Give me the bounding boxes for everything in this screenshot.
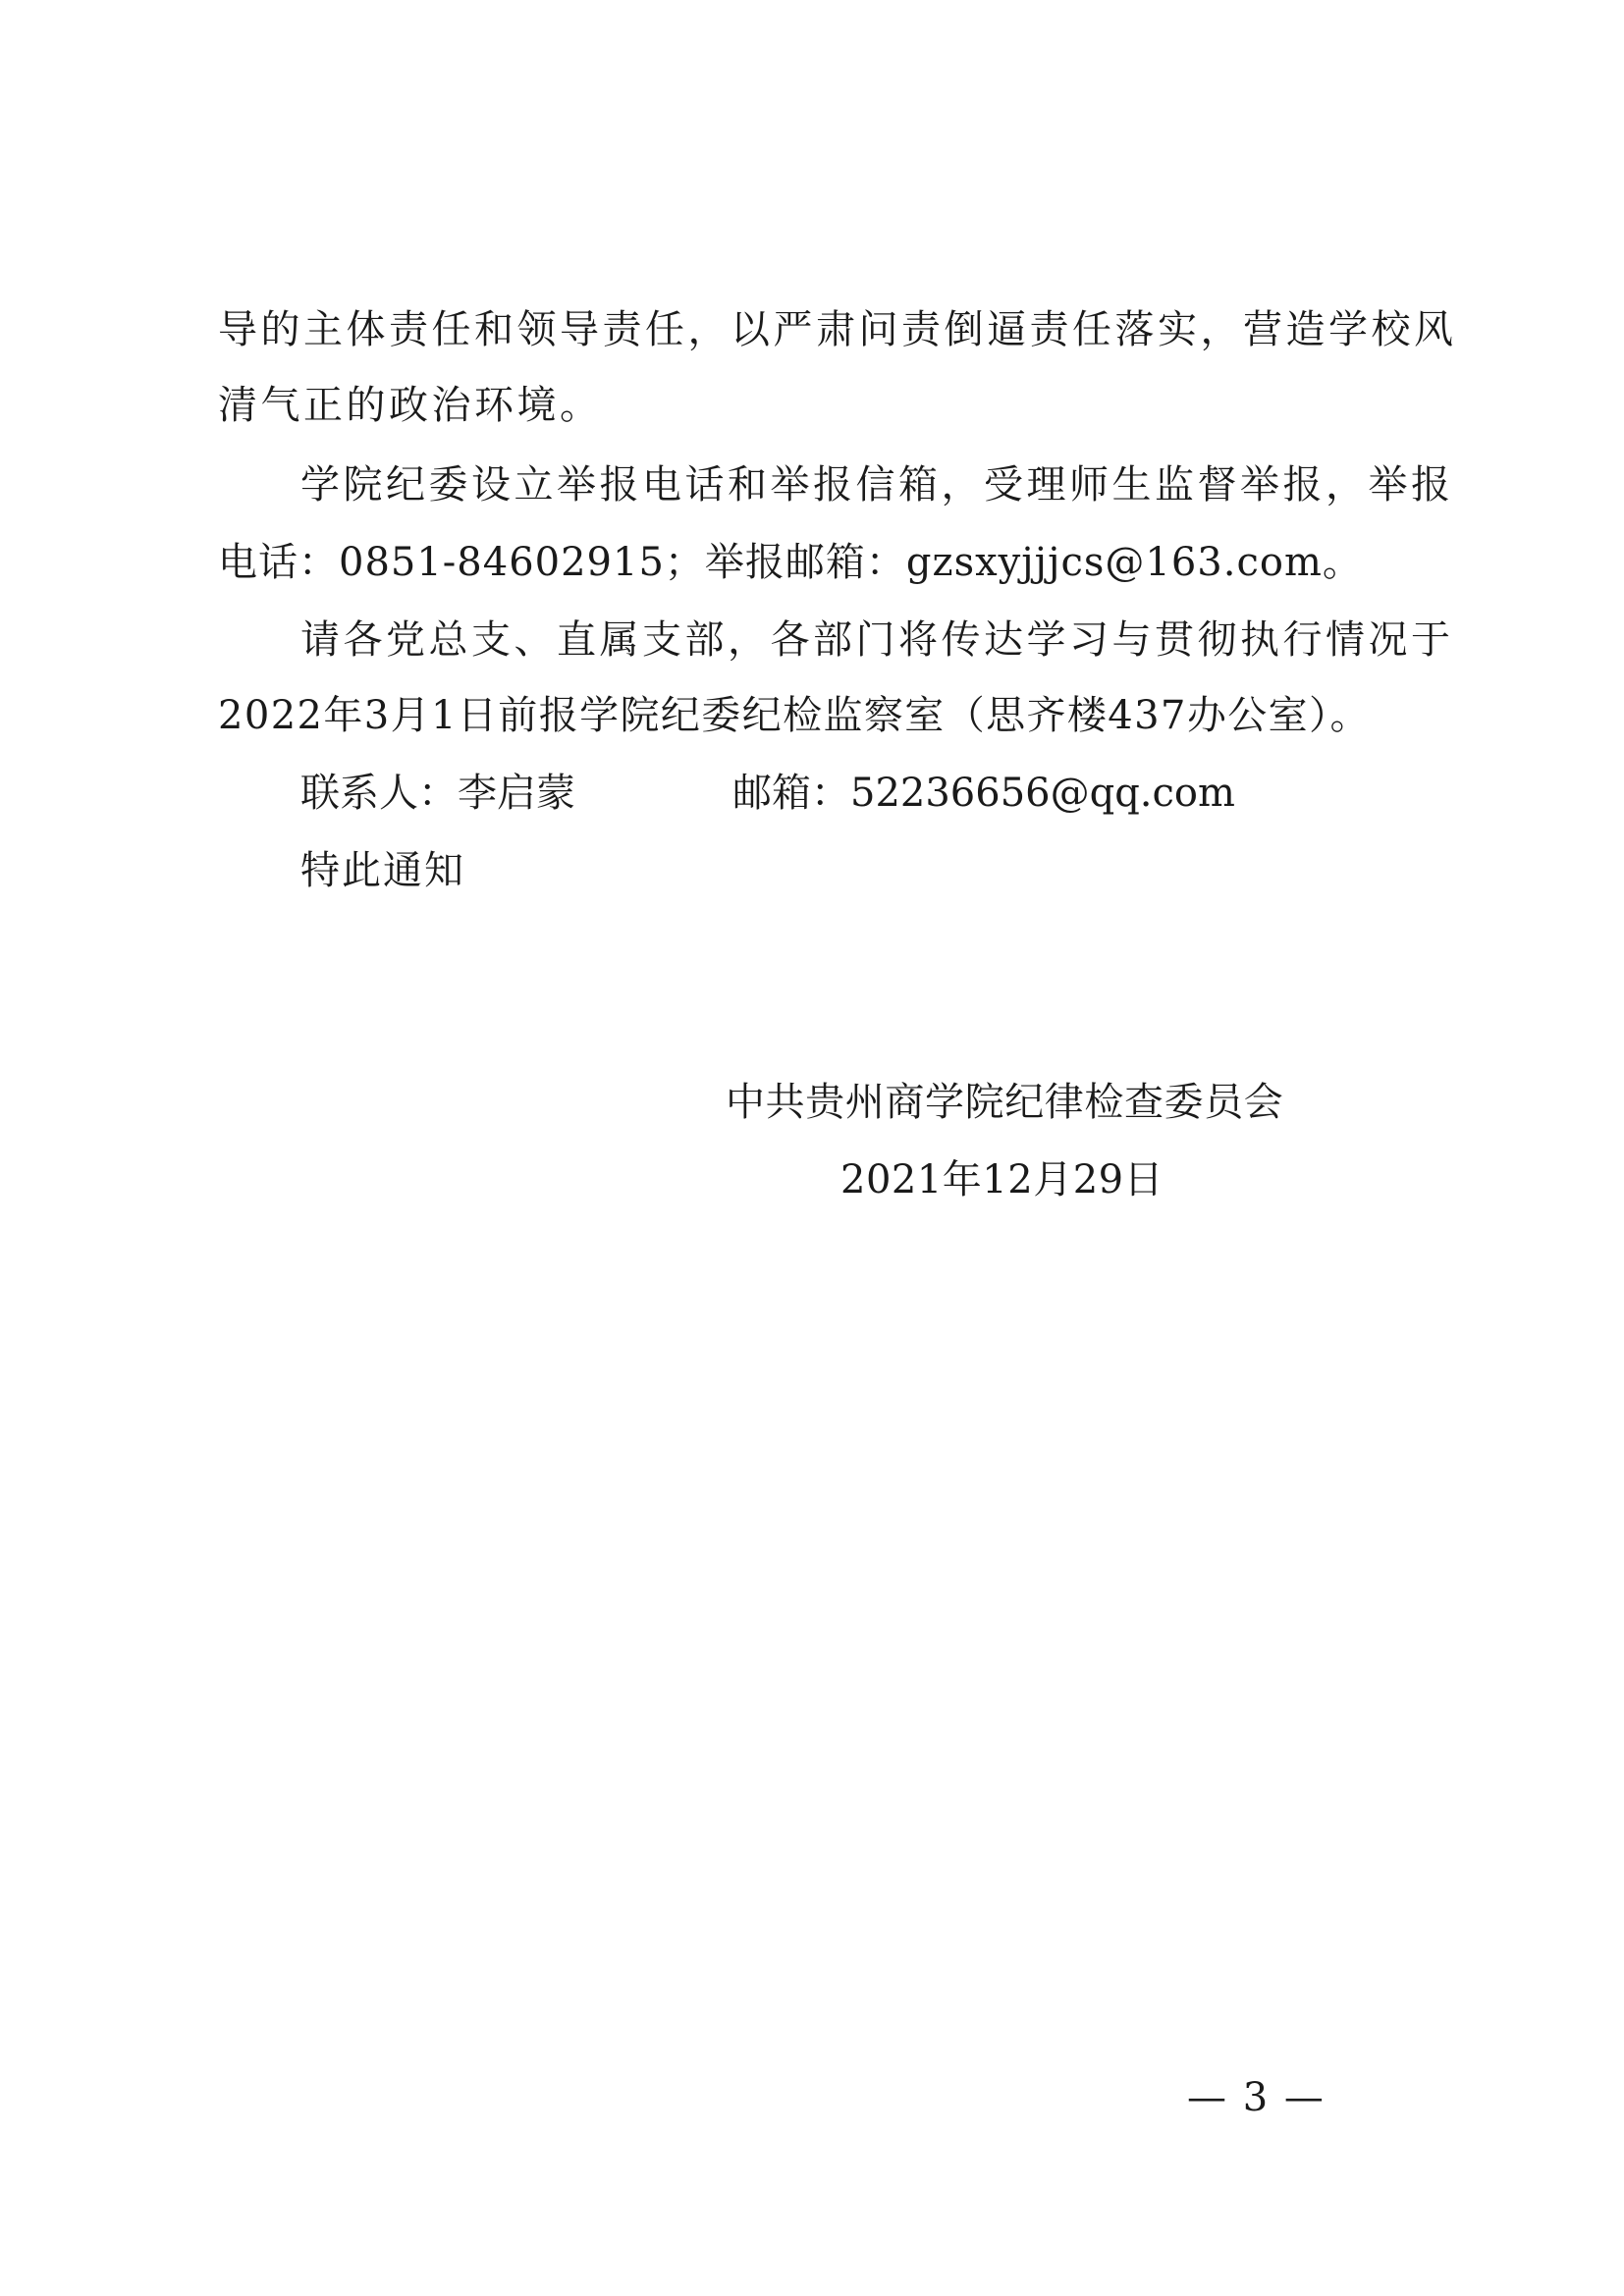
- paragraph-3-line-1: 请各党总支、直属支部，各部门将传达学习与贯彻执行情况于: [300, 617, 1454, 663]
- paragraph-3-line-2: 2022年3月1日前报学院纪委纪检监察室（思齐楼437办公室）。: [218, 693, 1371, 738]
- signature-date: 2021年12月29日: [840, 1157, 1164, 1202]
- notice-text: 特此通知: [300, 848, 465, 893]
- signature-organization: 中共贵州商学院纪律检查委员会: [726, 1080, 1284, 1125]
- contact-line: [300, 770, 1235, 817]
- contact-email: 邮箱：52236656@qq.com: [732, 771, 1235, 816]
- page-number: — 3 —: [1187, 2075, 1326, 2120]
- paragraph-2-line-2: 电话：0851-84602915；举报邮箱：gzsxyjjjcs@163.com。: [218, 540, 1363, 585]
- paragraph-1-line-2: 清气正的政治环境。: [218, 383, 603, 428]
- paragraph-2-line-1: 学院纪委设立举报电话和举报信箱，受理师生监督举报，举报: [300, 462, 1454, 507]
- contact-person: 联系人：李启蒙: [300, 771, 575, 816]
- paragraph-1-line-1: 导的主体责任和领导责任，以严肃问责倒逼责任落实，营造学校风: [218, 307, 1457, 352]
